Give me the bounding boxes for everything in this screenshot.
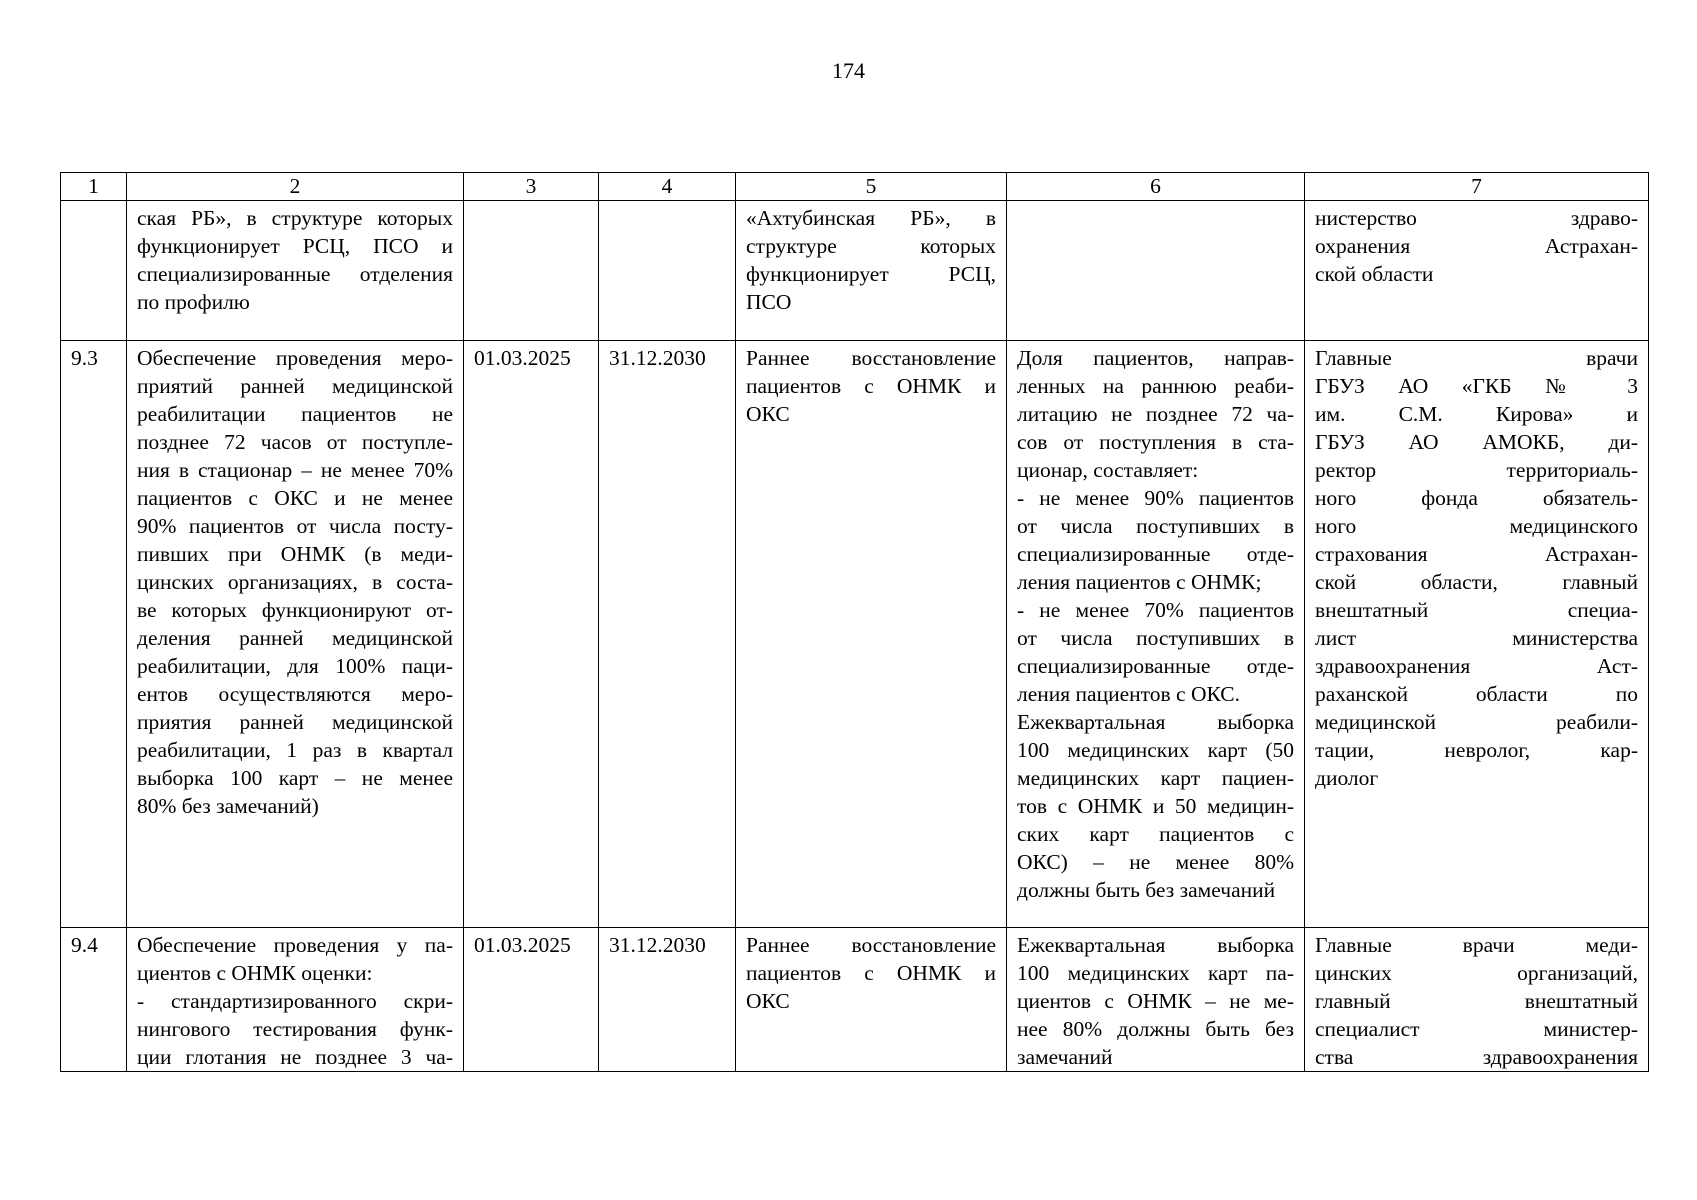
indicator-line: тов с ОНМК и 50 медицин- <box>1017 794 1294 818</box>
responsible-line: ГБУЗ АО «ГКБ № 3 <box>1315 374 1638 398</box>
responsible-line: Главные врачи меди- <box>1315 933 1638 957</box>
header-cell-1: 1 <box>61 173 127 201</box>
responsible-line: лист министерства <box>1315 626 1638 650</box>
end-date <box>599 201 736 341</box>
measure-line: реабилитации, 1 раз в квартал <box>137 738 453 762</box>
row-number: 9.4 <box>61 928 127 1072</box>
header-cell-7: 7 <box>1305 173 1649 201</box>
plan-table <box>60 172 1649 1072</box>
indicator-line: ленных на раннюю реаби- <box>1017 374 1294 398</box>
indicator-line: от числа поступивших в <box>1017 626 1294 650</box>
measure-line: ская РБ», в структуре которых <box>137 206 453 230</box>
header-cell-2: 2 <box>127 173 464 201</box>
row-number <box>61 201 127 341</box>
indicator-line: ления пациентов с ОНМК; <box>1017 570 1262 594</box>
measure-line: ния в стационар – не менее 70% <box>137 458 453 482</box>
measure-line: пациентов с ОКС и не менее <box>137 486 453 510</box>
end-date: 31.12.2030 <box>599 341 736 928</box>
responsible-line: ской области <box>1315 262 1434 286</box>
indicator-line: замечаний <box>1017 1045 1113 1069</box>
measure-line: 80% без замечаний) <box>137 794 319 818</box>
responsible-line: ного фонда обязатель- <box>1315 486 1638 510</box>
measure-line: приятий ранней медицинской <box>137 374 453 398</box>
measure-line: функционирует РСЦ, ПСО и <box>137 234 453 258</box>
indicator-line: специализированные отде- <box>1017 654 1294 678</box>
measure-cell <box>127 341 464 928</box>
measure-cell <box>127 201 464 341</box>
measure-line: позднее 72 часов от поступле- <box>137 430 453 454</box>
measure-line: - стандартизированного скри- <box>137 989 453 1013</box>
indicator-line: медицинских карт пациен- <box>1017 766 1294 790</box>
indicator-line: 100 медицинских карт (50 <box>1017 738 1294 762</box>
result-line: «Ахтубинская РБ», в <box>746 206 996 230</box>
measure-line: по профилю <box>137 290 250 314</box>
header-row <box>61 173 1649 201</box>
indicator-line: специализированные отде- <box>1017 542 1294 566</box>
measure-line: Обеспечение проведения меро- <box>137 346 453 370</box>
result-line: ОКС <box>746 989 790 1013</box>
indicator-cell <box>1007 928 1305 1072</box>
table-row <box>61 201 1649 341</box>
responsible-line: здравоохранения Аст- <box>1315 654 1638 678</box>
row-number: 9.3 <box>61 341 127 928</box>
indicator-line: 100 медицинских карт па- <box>1017 961 1294 985</box>
measure-cell <box>127 928 464 1072</box>
header-cell-5: 5 <box>736 173 1007 201</box>
table-row <box>61 928 1649 1072</box>
responsible-line: ства здравоохранения <box>1315 1045 1638 1069</box>
indicator-line: нее 80% должны быть без <box>1017 1017 1294 1041</box>
result-line: Раннее восстановление <box>746 346 996 370</box>
indicator-line: ционар, составляет: <box>1017 458 1199 482</box>
responsible-cell <box>1305 201 1649 341</box>
measure-line: ве которых функционируют от- <box>137 598 453 622</box>
result-line: ОКС <box>746 402 790 426</box>
responsible-cell <box>1305 928 1649 1072</box>
indicator-line: ОКС) – не менее 80% <box>1017 850 1294 874</box>
responsible-line: Главные врачи <box>1315 346 1638 370</box>
responsible-line: ного медицинского <box>1315 514 1638 538</box>
indicator-line: - не менее 70% пациентов <box>1017 598 1294 622</box>
measure-line: нингового тестирования функ- <box>137 1017 453 1041</box>
indicator-line: от числа поступивших в <box>1017 514 1294 538</box>
indicator-line: ских карт пациентов с <box>1017 822 1294 846</box>
responsible-line: внештатный специа- <box>1315 598 1638 622</box>
indicator-cell <box>1007 201 1305 341</box>
result-cell <box>736 341 1007 928</box>
result-cell <box>736 201 1007 341</box>
start-date: 01.03.2025 <box>464 341 599 928</box>
header-cell-3: 3 <box>464 173 599 201</box>
measure-line: реабилитации пациентов не <box>137 402 453 426</box>
measure-line: приятия ранней медицинской <box>137 710 453 734</box>
measure-line: специализированные отделения <box>137 262 453 286</box>
result-cell <box>736 928 1007 1072</box>
start-date: 01.03.2025 <box>464 928 599 1072</box>
responsible-cell <box>1305 341 1649 928</box>
result-line: структуре которых <box>746 234 996 258</box>
indicator-line: Ежеквартальная выборка <box>1017 933 1294 957</box>
end-date: 31.12.2030 <box>599 928 736 1072</box>
indicator-line: Доля пациентов, направ- <box>1017 346 1294 370</box>
indicator-cell <box>1007 341 1305 928</box>
responsible-line: тации, невролог, кар- <box>1315 738 1638 762</box>
responsible-line: главный внештатный <box>1315 989 1638 1013</box>
header-cell-4: 4 <box>599 173 736 201</box>
measure-line: реабилитации, для 100% паци- <box>137 654 453 678</box>
responsible-line: медицинской реабили- <box>1315 710 1638 734</box>
indicator-line: циентов с ОНМК – не ме- <box>1017 989 1294 1013</box>
result-line: функционирует РСЦ, <box>746 262 996 286</box>
measure-line: деления ранней медицинской <box>137 626 453 650</box>
responsible-line: охранения Астрахан- <box>1315 234 1638 258</box>
measure-line: ентов осуществляются меро- <box>137 682 453 706</box>
result-line: пациентов с ОНМК и <box>746 374 996 398</box>
measure-line: пивших при ОНМК (в меди- <box>137 542 453 566</box>
result-line: Раннее восстановление <box>746 933 996 957</box>
indicator-line: - не менее 90% пациентов <box>1017 486 1294 510</box>
page-number: 174 <box>832 58 865 83</box>
indicator-line: сов от поступления в ста- <box>1017 430 1294 454</box>
responsible-line: раханской области по <box>1315 682 1638 706</box>
responsible-line: ской области, главный <box>1315 570 1638 594</box>
responsible-line: цинских организаций, <box>1315 961 1638 985</box>
responsible-line: диолог <box>1315 766 1379 790</box>
responsible-line: страхования Астрахан- <box>1315 542 1638 566</box>
indicator-line: ления пациентов с ОКС. <box>1017 682 1241 706</box>
responsible-line: ректор территориаль- <box>1315 458 1638 482</box>
measure-line: Обеспечение проведения у па- <box>137 933 453 957</box>
responsible-line: нистерство здраво- <box>1315 206 1638 230</box>
responsible-line: им. С.М. Кирова» и <box>1315 402 1638 426</box>
responsible-line: ГБУЗ АО АМОКБ, ди- <box>1315 430 1638 454</box>
measure-line: цинских организациях, в соста- <box>137 570 453 594</box>
indicator-line: должны быть без замечаний <box>1017 878 1276 902</box>
indicator-line: Ежеквартальная выборка <box>1017 710 1294 734</box>
result-line: пациентов с ОНМК и <box>746 961 996 985</box>
measure-line: ции глотания не позднее 3 ча- <box>137 1045 453 1069</box>
indicator-line: литацию не позднее 72 ча- <box>1017 402 1294 426</box>
measure-line: 90% пациентов от числа посту- <box>137 514 453 538</box>
table-row <box>61 341 1649 928</box>
responsible-line: специалист министер- <box>1315 1017 1638 1041</box>
start-date <box>464 201 599 341</box>
header-cell-6: 6 <box>1007 173 1305 201</box>
measure-line: выборка 100 карт – не менее <box>137 766 453 790</box>
measure-line: циентов с ОНМК оценки: <box>137 961 373 985</box>
result-line: ПСО <box>746 290 792 314</box>
